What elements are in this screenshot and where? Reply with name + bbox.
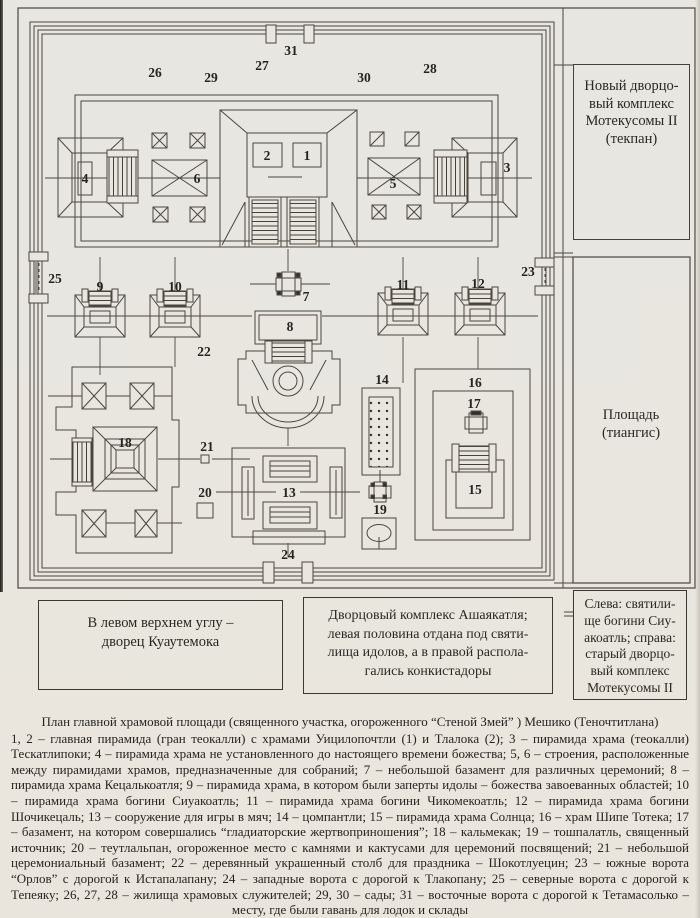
plan-label-30: 30 [357,70,371,85]
text-line: В левом верхнем углу – [87,615,234,631]
text-line: Мотекусомы II [587,679,673,695]
square-20 [197,503,213,518]
main-pyramid-templo-mayor [220,110,357,247]
pyramid-10 [150,289,200,337]
plan-label-5: 5 [389,176,397,191]
plan-label-15: 15 [468,482,482,497]
plan-label-2: 2 [263,148,271,163]
gladiator-basament-17 [465,411,487,433]
plan-label-20: 20 [198,485,212,500]
plan-label-29: 29 [204,70,218,85]
pyramid-of-the-sun-15 [446,444,504,518]
pyramid-3 [434,138,517,217]
calmecac-18 [72,427,157,491]
plan-label-21: 21 [200,439,214,454]
tianguis-label [572,406,690,452]
staircase [459,446,489,472]
text-line: (текпан) [605,130,658,147]
gate-23-south [535,258,554,295]
text-line: Слева: святили- [584,596,676,611]
pyramid-4 [58,138,138,217]
axayacatl-label-box [303,597,553,694]
tzompantli-14 [362,388,400,475]
staircase [107,157,138,196]
staircase [434,157,467,196]
cuauhtemoc-label-box [38,600,283,690]
text-line: Новый дворцо- [584,78,679,94]
text-line: (тиангис) [601,425,661,441]
plan-label-12: 12 [471,276,485,291]
staircase [72,442,92,482]
text-line: Дворцовый комплекс Ашаякатля; [328,608,528,623]
plan-label-9: 9 [96,279,104,294]
plan-label-7: 7 [302,289,310,304]
text-line: дворец Куаутемока [101,634,220,650]
plan-label-17: 17 [467,396,481,411]
caption-title: План главной храмовой площади (священного участка, огороженного “Стеной Змей” ) Мешико (Теночтитлана) [41,714,659,729]
plan-label-31: 31 [284,43,298,58]
staircase [272,341,305,363]
text-line: гались конкистадоры [364,663,492,679]
pyramid-11 [378,287,428,335]
text-line: вый комплекс [590,663,670,679]
plan-label-4: 4 [81,171,89,186]
text-line: Мотекусомы II [585,113,678,129]
text-line: вый комплекс [589,95,674,112]
plan-label-22: 22 [197,344,211,359]
tecpan-box-border [573,64,690,240]
pyramid-12 [455,287,505,335]
plan-label-16: 16 [468,375,482,390]
text-line: акоатль; справа: [584,629,676,645]
text-line: лища идолов, а в правой распола- [327,645,529,660]
text-line: Площадь [602,407,660,423]
pyramid-9 [75,289,125,337]
page-right-edge-shadow [695,0,700,918]
temple-of-xipe-totec-16 [415,369,530,540]
plan-label-27: 27 [255,58,269,73]
figure-caption [11,714,689,918]
text-line: левая половина отдана под святи- [327,626,529,642]
plan-label-26: 26 [148,65,162,80]
gate-25-north [29,252,48,303]
plan-label-1: 1 [303,148,311,163]
plan-label-13: 13 [282,485,296,500]
west-staircase [252,200,278,244]
basament-21 [201,455,209,463]
plan-label-25: 25 [48,271,62,286]
text-line: старый дворцо- [585,646,675,662]
plan-label-19: 19 [373,502,387,517]
plan-label-8: 8 [286,319,294,334]
text-line: ще богини Сиу- [584,612,676,628]
page-left-edge-shadow [0,0,3,592]
plan-label-14: 14 [375,372,389,387]
plan-label-6: 6 [193,171,201,186]
plan-label-23: 23 [521,264,535,279]
plan-label-10: 10 [168,279,182,294]
caption-body: 1, 2 – главная пирамида (гран теокалли) с храмами Уицилопочтли (1) и Тлалока (2); 3 – пирамида храма (теокалли) Тескатлипоки; 4 – пирамида храма не установленного до настоящего времени божества; 5, 6 – строения, расположенные между пирамидами храмов, предназначенные для собраний; 7 – небольшой базамент для различных церемоний; 8 – пирамида храма Кецалькоатля; 9 – пирамида храма, в котором были заперты идолы – божества завоеванных областей; 10 – пирамида храма богини Сиуакоатль; 11 – пирамида храма богини Чикомекоатль; 12 – пирамида храма богини Шочикецаль; 13 – сооружение для игры в мяч; 14 – цомпантли; 15 – пирамида храма Солнца; 16 – храм Шипе Тотека; 17 – базамент, на котором совершались “гладиаторские жертвоприношения”; 18 – кальмекак; 19 – тошпалатль, священный источник; 20 – теутлальпан, огороженное место с камнями и кактусами для церемоний посвящений; 21 – небольшой церемониальный базамент; 22 – деревянный украшенный столб для праздника – Шокотлуецин; 23 – южные ворота “Орлов” с дорогой к Истапалапану; 24 – западные ворота с дорогой к Тлакопану; 25 – северные ворота с дорогой к Тепеяку; 26, 27, 28 – жилища храмовых служителей; 29, 30 – сады; 31 – восточные ворота с дорогой к Тетамасолько – месту, где были гавань для лодок и склады [11,730,689,918]
plan-label-24: 24 [281,547,295,562]
plan-label-28: 28 [423,61,437,76]
plan-label-3: 3 [503,160,511,175]
cihuacoatl-label-box [573,590,687,700]
platform-7 [276,272,301,296]
east-staircase [290,200,316,244]
plan-label-18: 18 [118,435,132,450]
plan-label-11: 11 [396,277,410,292]
